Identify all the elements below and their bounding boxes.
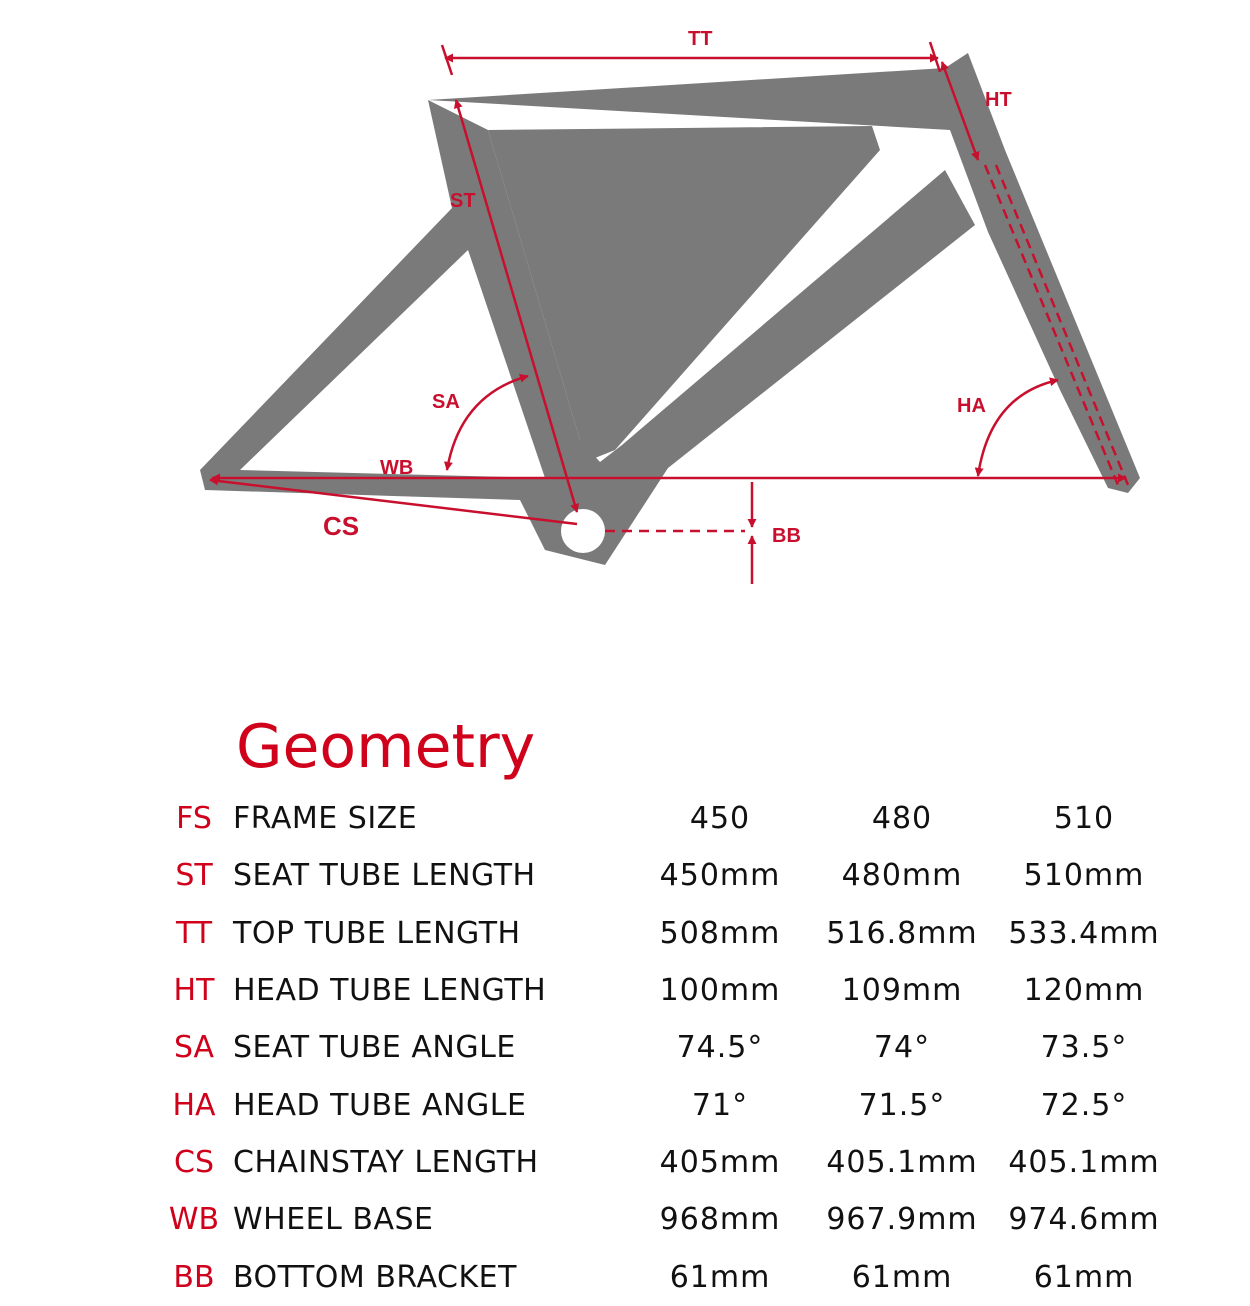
value-size-450: 450	[689, 801, 751, 837]
value-size-450: 450mm	[659, 858, 781, 894]
frame-geometry-diagram	[0, 0, 1250, 640]
value-size-480: 71.5°	[858, 1087, 946, 1123]
value-size-450: 61mm	[669, 1259, 771, 1295]
value-size-450: 100mm	[659, 973, 781, 1009]
table-row-head-tube-angle	[155, 1076, 1175, 1133]
row-abbr: CS	[174, 1144, 214, 1180]
value-size-510: 510mm	[1023, 858, 1145, 894]
row-abbr: HT	[173, 973, 215, 1009]
bike-frame	[200, 53, 1140, 565]
value-size-510: 405.1mm	[1008, 1144, 1160, 1180]
table-row-head-tube-length	[155, 962, 1175, 1019]
row-name: TOP TUBE LENGTH	[233, 915, 521, 951]
row-name: WHEEL BASE	[233, 1202, 434, 1238]
st-label: ST	[450, 190, 476, 212]
row-abbr: HA	[172, 1087, 216, 1123]
value-size-510: 73.5°	[1040, 1030, 1128, 1066]
bb-label: BB	[772, 525, 801, 547]
value-size-450: 74.5°	[676, 1030, 764, 1066]
row-abbr: ST	[175, 858, 213, 894]
row-abbr: FS	[176, 801, 212, 837]
ht-label: HT	[985, 89, 1012, 111]
value-size-480: 967.9mm	[826, 1202, 978, 1238]
row-abbr: BB	[173, 1259, 215, 1295]
row-name: SEAT TUBE LENGTH	[233, 858, 536, 894]
row-abbr: WB	[168, 1202, 220, 1238]
value-size-510: 510	[1053, 801, 1115, 837]
tt-extension-left	[442, 45, 452, 75]
table-row-seat-tube-angle	[155, 1019, 1175, 1076]
value-size-510: 120mm	[1023, 973, 1145, 1009]
value-size-450: 508mm	[659, 915, 781, 951]
row-name: SEAT TUBE ANGLE	[233, 1030, 516, 1066]
value-size-510: 72.5°	[1040, 1087, 1128, 1123]
wb-label: WB	[380, 457, 414, 479]
table-row-frame-size	[155, 790, 1175, 847]
table-row-wheel-base	[155, 1191, 1175, 1248]
value-size-480: 480	[871, 801, 933, 837]
row-abbr: TT	[175, 915, 213, 951]
table-row-bottom-bracket	[155, 1248, 1175, 1305]
value-size-480: 516.8mm	[826, 915, 978, 951]
value-size-480: 61mm	[851, 1259, 953, 1295]
value-size-450: 405mm	[659, 1144, 781, 1180]
bottom-bracket-shell	[561, 509, 605, 553]
value-size-510: 533.4mm	[1008, 915, 1160, 951]
value-size-450: 71°	[691, 1087, 749, 1123]
value-size-450: 968mm	[659, 1202, 781, 1238]
table-row-chainstay-length	[155, 1134, 1175, 1191]
table-row-top-tube-length	[155, 905, 1175, 962]
cs-label: CS	[323, 511, 360, 541]
tt-label: TT	[688, 28, 713, 50]
value-size-480: 480mm	[841, 858, 963, 894]
value-size-480: 74°	[873, 1030, 931, 1066]
sa-label: SA	[432, 391, 460, 413]
value-size-510: 61mm	[1033, 1259, 1135, 1295]
row-name: CHAINSTAY LENGTH	[233, 1144, 539, 1180]
row-name: FRAME SIZE	[233, 801, 418, 837]
row-name: HEAD TUBE LENGTH	[233, 973, 547, 1009]
row-abbr: SA	[173, 1030, 215, 1066]
ha-angle-arc	[978, 380, 1058, 476]
table-row-seat-tube-length	[155, 847, 1175, 904]
geometry-title: Geometry	[236, 712, 536, 782]
value-size-480: 405.1mm	[826, 1144, 978, 1180]
row-name: BOTTOM BRACKET	[233, 1259, 517, 1295]
geometry-table	[155, 790, 1175, 1306]
ha-label: HA	[957, 395, 986, 417]
row-name: HEAD TUBE ANGLE	[233, 1087, 527, 1123]
value-size-510: 974.6mm	[1008, 1202, 1160, 1238]
value-size-480: 109mm	[841, 973, 963, 1009]
